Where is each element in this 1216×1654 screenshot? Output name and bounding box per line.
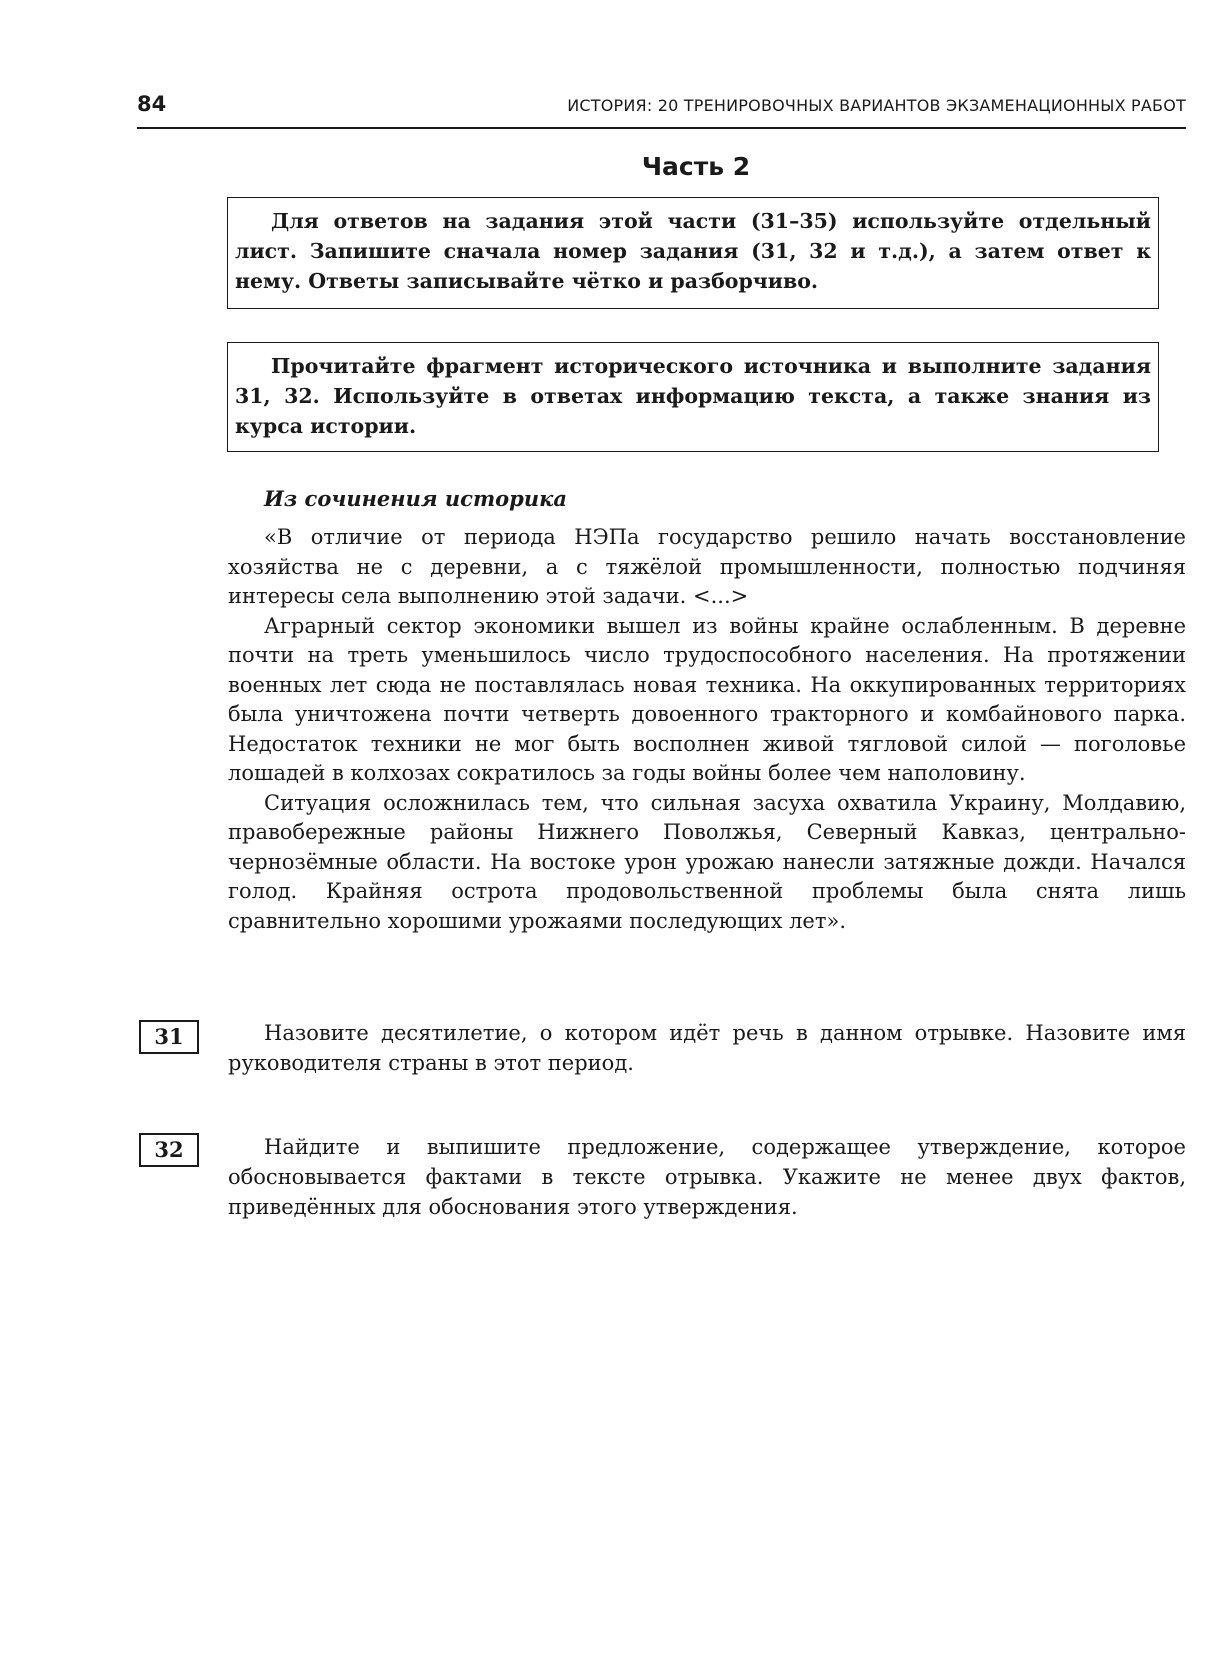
task-text-32: Найдите и выпишите предложение, содержащее утверждение, которое обосновывается фактами в тексте отрывка. Укажите не менее двух фактов, приведённых для обоснования этого утверждения. xyxy=(228,1135,1186,1219)
running-head: ИСТОРИЯ: 20 ТРЕНИРОВОЧНЫХ ВАРИАНТОВ ЭКЗАМЕНАЦИОННЫХ РАБОТ xyxy=(567,96,1186,115)
part-title: Часть 2 xyxy=(641,152,751,181)
source-paragraph-3: Ситуация осложнилась тем, что сильная засуха охватила Украину, Молдавию, правобережные районы Нижнего Поволжья, Северный Кавказ, центрально-чернозёмные области. На востоке урон урожаю нанесли затяжные дожди. Начался голод. Крайняя острота продовольственной проблемы была снята лишь сравнительно хорошими урожаями последующих лет». xyxy=(228,790,1186,933)
source-text xyxy=(228,523,1186,936)
header-rule xyxy=(137,127,1186,129)
source-paragraph-2: Аграрный сектор экономики вышел из войны крайне ослабленным. В деревне почти на треть уменьшилось число трудоспособного населения. На протяжении военных лет сюда не поставлялась новая техника. На оккупированных территориях была уничтожена почти четверть довоенного тракторного и комбайнового парка. Недостаток техники не мог быть восполнен живой тягловой силой — поголовье лошадей в колхозах сократилось за годы войны более чем наполовину. xyxy=(228,613,1186,785)
task-text-31: Назовите десятилетие, о котором идёт речь в данном отрывке. Назовите имя руководителя страны в этот период. xyxy=(228,1021,1186,1075)
source-instruction-box: Прочитайте фрагмент исторического источника и выполните задания 31, 32. Используйте в ответах информацию текста, а также знания из курса истории. xyxy=(227,342,1159,452)
source-paragraph-1: «В отличие от периода НЭПа государство решило начать восстановление хозяйства не с деревни, а с тяжёлой промышленности, полностью подчиняя интересы села выполнению этой задачи. <...> xyxy=(228,525,1186,608)
page-number: 84 xyxy=(137,92,167,116)
task-number-31: 31 xyxy=(139,1020,199,1054)
instruction-box: Для ответов на задания этой части (31–35) используйте отдельный лист. Запишите сначала номер задания (31, 32 и т.д.), а затем ответ к нему. Ответы записывайте чётко и разборчиво. xyxy=(227,197,1159,309)
source-title: Из сочинения историка xyxy=(264,486,567,511)
task-number-32: 32 xyxy=(139,1133,199,1167)
